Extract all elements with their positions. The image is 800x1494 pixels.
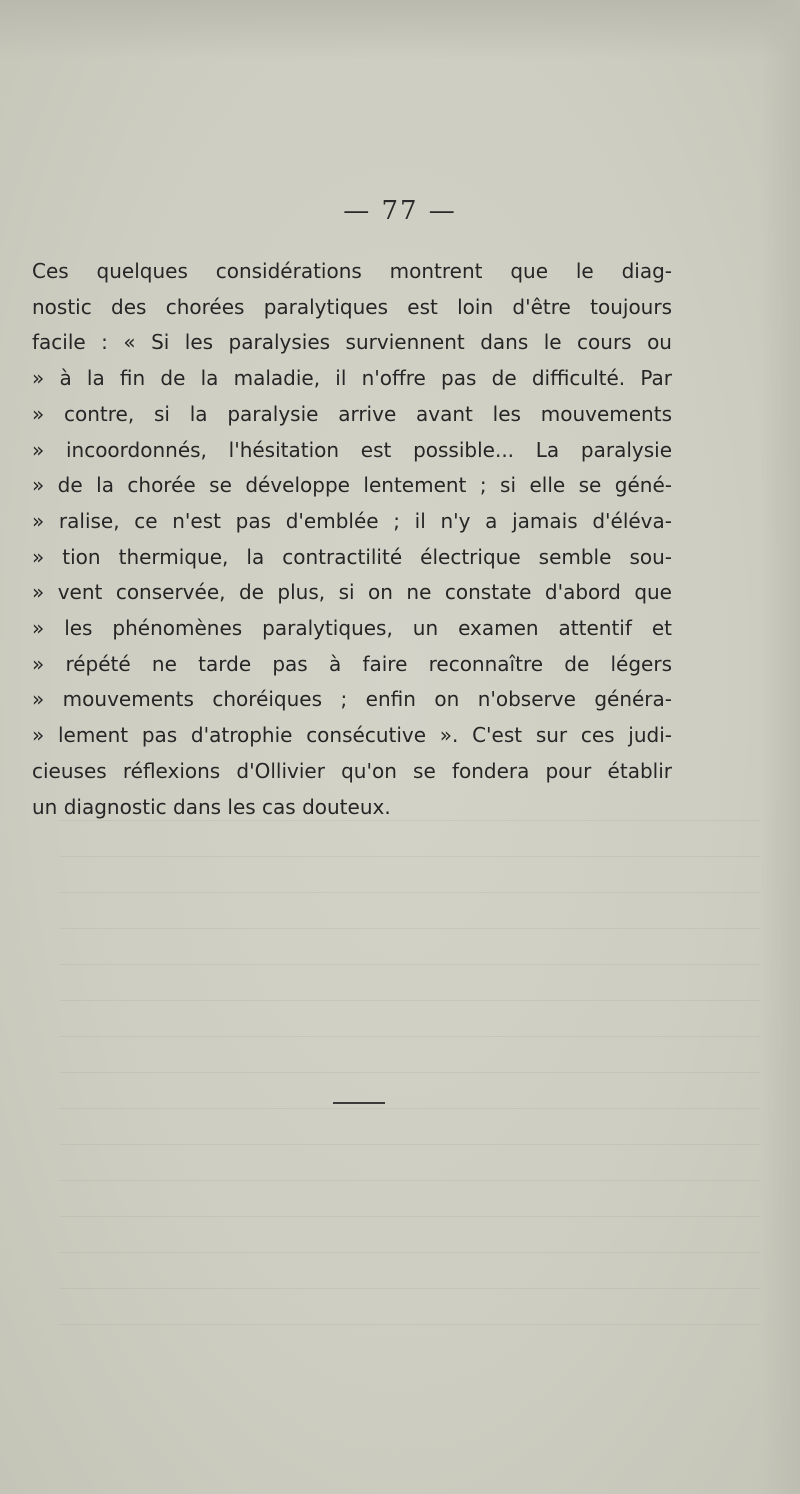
text-line: Ces quelques considérations montrent que le diag- [32, 259, 672, 283]
page-top-shadow [0, 0, 800, 60]
text-line: » à la fin de la maladie, il n'offre pas de difficulté. Par [32, 366, 672, 391]
text-line: cieuses réflexions d'Ollivier qu'on se fondera pour établir [32, 758, 672, 783]
page-number: — 77 — [343, 196, 457, 226]
text-line: » les phénomènes paralytiques, un examen attentif et [32, 616, 672, 641]
text-line: » contre, si la paralysie arrive avant les mouvements [32, 401, 672, 426]
show-through-texture [60, 820, 760, 1340]
text-line: » ralise, ce n'est pas d'emblée ; il n'y a jamais d'éléva- [32, 508, 672, 533]
text-line: » répété ne tarde pas à faire reconnaître de légers [32, 651, 672, 676]
text-line: un diagnostic dans les cas douteux. [32, 794, 391, 819]
text-line: » vent conservée, de plus, si on ne constate d'abord que [32, 580, 672, 605]
text-line: » incoordonnés, l'hésitation est possible... La paralysie [32, 437, 672, 462]
text-line: » mouvements choréiques ; enfin on n'observe généra- [32, 687, 672, 712]
text-line: » tion thermique, la contractilité électrique semble sou- [32, 544, 672, 569]
text-line: » lement pas d'atrophie consécutive ». C'est sur ces judi- [32, 723, 672, 748]
body-paragraph [32, 254, 672, 825]
section-separator-rule [333, 1102, 385, 1104]
text-line: » de la chorée se développe lentement ; si elle se géné- [32, 473, 672, 498]
text-line: nostic des chorées paralytiques est loin d'être toujours [32, 294, 672, 319]
text-line: facile : « Si les paralysies surviennent dans le cours ou [32, 330, 672, 355]
